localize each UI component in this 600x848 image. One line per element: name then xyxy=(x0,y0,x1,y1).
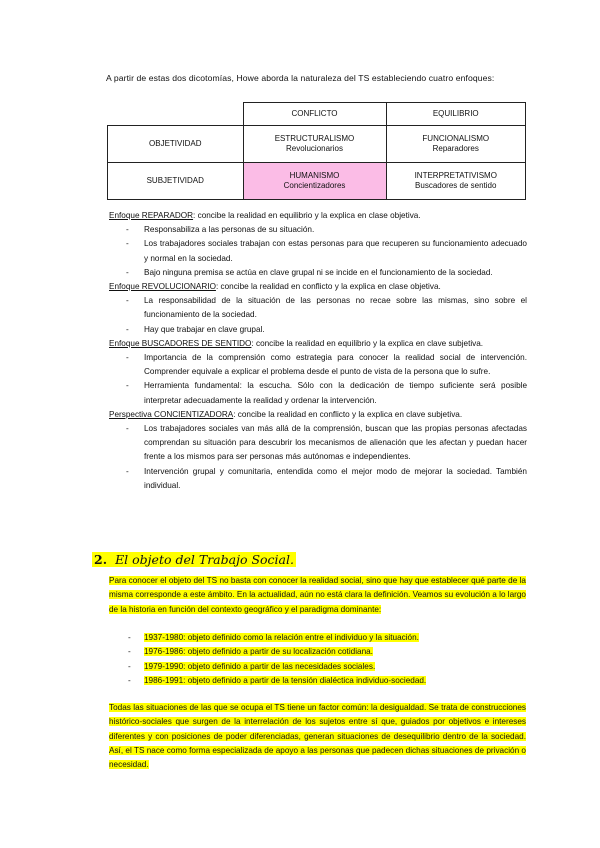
approach-term: Enfoque REPARADOR xyxy=(109,211,194,220)
periods-list xyxy=(109,631,526,688)
approach-items xyxy=(109,294,527,337)
list-item: - Los trabajadores sociales van más allá de la comprensión, buscan que las propias personas afectadas comprendan su situación para descubrir los mecanismos de alienación que les afectan y puedan hacer frente a los mismos para ser personas más autónomas e independientes. xyxy=(109,422,527,465)
approach-heading xyxy=(109,337,527,351)
col-header-conflicto: CONFLICTO xyxy=(243,103,386,126)
approach-definition: : concibe la realidad en equilibrio y la explica en clave subjetiva. xyxy=(251,338,484,348)
approach-term: Enfoque BUSCADORES DE SENTIDO xyxy=(109,338,252,348)
approaches-list xyxy=(109,209,527,493)
cell-subtitle: Revolucionarios xyxy=(286,144,343,153)
intro-text: A partir de estas dos dicotomías, Howe aborda la naturaleza del TS estableciendo cuatro enfoques: xyxy=(106,73,495,83)
approach-definition: : concibe la realidad en conflicto y la explica en clave subjetiva. xyxy=(233,409,463,419)
list-item: - Importancia de la comprensión como estrategia para conocer la realidad social de intervención. Comprender equivale a explicar el problema desde el punto de vista de la persona que lo sufre. xyxy=(109,351,527,379)
periods-list-wrap xyxy=(109,631,526,688)
paragraph-text: Todas las situaciones de las que se ocupa el TS tiene un factor común: la desigualdad. Se trata de construcciones histórico-sociales que surgen de la interrelación de los sujetos entre sí que, guiados por objetivos e intereses diferentes y con posiciones de poder diferenciadas, generan situaciones de desequilibrio dentro de la sociedad. Así, el TS nace como forma especializada de apoyo a las personas que padecen dichas situaciones de privación o necesidad. xyxy=(109,703,526,770)
cell-subtitle: Buscadores de sentido xyxy=(415,181,497,190)
section-heading xyxy=(92,552,296,567)
list-item: - Responsabiliza a las personas de su situación. xyxy=(109,223,527,237)
list-item: - Intervención grupal y comunitaria, entendida como el mejor modo de mejorar la sociedad. También individual. xyxy=(109,465,527,493)
list-item: - Hay que trabajar en clave grupal. xyxy=(109,323,527,337)
cell-interpretativismo xyxy=(386,163,526,200)
row-label-subjetividad: SUBJETIVIDAD xyxy=(108,163,244,200)
col-header-equilibrio: EQUILIBRIO xyxy=(386,103,526,126)
approach-items xyxy=(109,422,527,493)
section-title: El objeto del Trabajo Social. xyxy=(115,552,294,567)
inequality-paragraph xyxy=(109,701,526,772)
object-paragraph xyxy=(109,574,526,617)
approach-items xyxy=(109,223,527,280)
approach-heading xyxy=(109,209,527,223)
approach-term: Enfoque REVOLUCIONARIO xyxy=(109,282,216,292)
approach-items xyxy=(109,351,527,408)
cell-title: INTERPRETATIVISMO xyxy=(414,170,497,180)
list-item xyxy=(109,631,526,645)
paragraph-text: Para conocer el objeto del TS no basta con conocer la realidad social, sino que hay que establecer qué parte de la misma corresponde a este ámbito. En la actualidad, aún no está clara la definición. Veamos su evolución a lo largo de la historia en función del contexto geográfico y el paradigma dominante: xyxy=(109,576,526,614)
list-item: - La responsabilidad de la situación de las personas no recae sobre las mismas, sino sobre el funcionamiento de la sociedad. xyxy=(109,294,527,322)
period-text: 1976-1986: objeto definido a partir de su localización cotidiana. xyxy=(144,647,373,657)
period-text: 1979-1990: objeto definido a partir de las necesidades sociales. xyxy=(144,661,376,671)
list-item: - Los trabajadores sociales trabajan con estas personas para que recuperen su funcionamiento adecuado y normal en la sociedad. xyxy=(109,237,527,265)
cell-title: ESTRUCTURALISMO xyxy=(274,133,355,143)
period-text: 1986-1991: objeto definido a partir de la tensión dialéctica individuo-sociedad. xyxy=(144,675,427,685)
cell-funcionalismo xyxy=(386,126,526,163)
cell-estructuralismo xyxy=(243,126,386,163)
list-item xyxy=(109,674,526,688)
period-text: 1937-1980: objeto definido como la relación entre el individuo y la situación. xyxy=(144,633,419,642)
approach-heading xyxy=(109,408,527,422)
list-item: - Bajo ninguna premisa se actúa en clave grupal ni se incide en el funcionamiento de la sociedad. xyxy=(109,266,527,280)
cell-title: HUMANISMO xyxy=(289,170,340,180)
list-item: - Herramienta fundamental: la escucha. Sólo con la dedicación de tiempo suficiente será posible interpretar adecuadamente la realidad y ordenar la intervención. xyxy=(109,379,527,407)
approach-definition: : concibe la realidad en equilibrio y la explica en clase objetiva. xyxy=(193,211,421,220)
list-item xyxy=(109,645,526,659)
row-label-objetividad: OBJETIVIDAD xyxy=(108,126,244,163)
approach-term: Perspectiva CONCIENTIZADORA xyxy=(109,409,234,419)
section-number: 2. xyxy=(94,552,108,567)
table-corner xyxy=(108,103,244,126)
cell-subtitle: Concientizadores xyxy=(283,181,346,190)
cell-title: FUNCIONALISMO xyxy=(422,133,490,143)
approach-definition: : concibe la realidad en conflicto y la explica en clase objetiva. xyxy=(215,282,441,292)
approach-heading xyxy=(109,280,527,294)
approaches-table xyxy=(107,102,526,200)
cell-humanismo xyxy=(243,163,386,200)
cell-subtitle: Reparadores xyxy=(432,144,479,153)
list-item xyxy=(109,660,526,674)
